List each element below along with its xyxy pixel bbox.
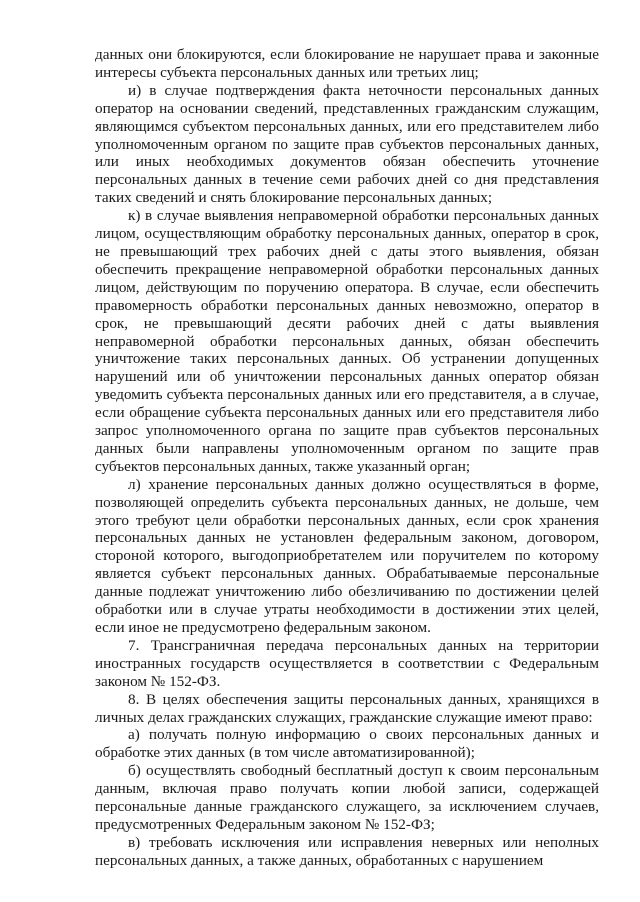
paragraph-item-l: л) хранение персональных данных должно осуществляться в форме, позволяющей определить субъекта персональных данных, не дольше, чем этого требуют цели обработки персональных данных, если срок хранения персональных данных не установлен федеральным законом, договором, стороной которого, выгодоприобретателем или поручителем по которому является субъект персональных данных. Обрабатываемые персональные данные подлежат уничтожению либо обезличиванию по достижении целей обработки или в случае утраты необходимости в достижении этих целей, если иное не предусмотрено федеральным законом. (95, 475, 599, 636)
paragraph-item-a: а) получать полную информацию о своих персональных данных и обработке этих данных (в том числе автоматизированной); (95, 726, 599, 762)
paragraph-item-k: к) в случае выявления неправомерной обработки персональных данных лицом, осуществляющим обработку персональных данных, оператор в срок, не превышающий трех рабочих дней с даты этого выявления, обязан обеспечить прекращение неправомерной обработки персональных данных лицом, действующим по поручению оператора. В случае, если обеспечить правомерность обработки персональных данных невозможно, оператор в срок, не превышающий десяти рабочих дней с даты выявления неправомерной обработки персональных данных, обязан обеспечить уничтожение таких персональных данных. Об устранении допущенных нарушений или об уничтожении персональных данных оператор обязан уведомить субъекта персональных данных или его представителя, а в случае, если обращение субъекта персональных данных или его представителя либо запрос уполномоченного органа по защите прав субъектов персональных данных были направлены уполномоченным органом по защите прав субъектов персональных данных, также указанный орган; (95, 207, 599, 475)
paragraph-item-v: в) требовать исключения или исправления неверных или неполных персональных данных, а также данных, обработанных с нарушением (95, 833, 599, 869)
paragraph-section-7: 7. Трансграничная передача персональных данных на территории иностранных государств осуществляется в соответствии с Федеральным законом № 152-ФЗ. (95, 636, 599, 690)
document-page (95, 46, 599, 870)
paragraph-item-i: и) в случае подтверждения факта неточности персональных данных оператор на основании сведений, представленных гражданским служащим, являющимся субъектом персональных данных, или его представителем либо уполномоченным органом по защите прав субъектов персональных данных, или иных необходимых документов обязан обеспечить уточнение персональных данных в течение семи рабочих дней со дня представления таких сведений и снять блокирование персональных данных; (95, 81, 599, 207)
paragraph-continuation: данных они блокируются, если блокирование не нарушает права и законные интересы субъекта персональных данных или третьих лиц; (95, 46, 599, 81)
paragraph-item-b: б) осуществлять свободный бесплатный доступ к своим персональным данным, включая право получать копии любой записи, содержащей персональные данные гражданского служащего, за исключением случаев, предусмотренных Федеральным законом № 152-ФЗ; (95, 762, 599, 833)
paragraph-section-8: 8. В целях обеспечения защиты персональных данных, хранящихся в личных делах гражданских служащих, гражданские служащие имеют право: (95, 690, 599, 726)
